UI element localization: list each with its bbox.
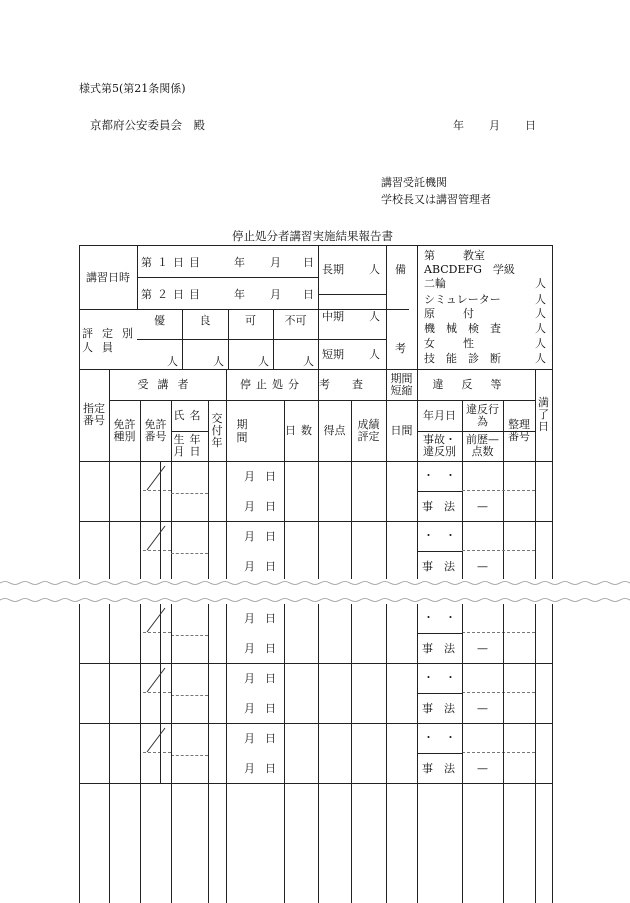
eval-label-2: 人員: [82, 341, 122, 354]
row-5-previous-dash: —: [477, 762, 488, 775]
completion-day-header: 満 了 日: [538, 396, 549, 433]
violation-act-header: 違反行 為: [466, 402, 499, 428]
date-year: 年: [453, 119, 464, 132]
row-5-day-1: 日: [265, 732, 276, 745]
period-header: 期間: [236, 417, 274, 444]
category-moped: 原付: [424, 307, 502, 320]
designation-no-header: 指定 番号: [83, 402, 105, 427]
category-3-unit: 人: [535, 307, 546, 320]
score-header: 得点: [323, 424, 346, 437]
row-5-month-2: 月: [244, 762, 255, 775]
mid-term-label: 中期: [322, 310, 344, 323]
grade-fail: 不可: [284, 313, 307, 327]
category-inspection: 機械検査: [424, 322, 512, 335]
grade-header: 成績 評定: [357, 417, 380, 443]
day2-month: 月: [270, 288, 281, 301]
institution-label: 講習受託機関: [381, 176, 447, 189]
row-4-jiho-1: 事: [422, 702, 433, 715]
grade-good-unit: 人: [213, 355, 224, 368]
row-1-month-1: 月: [244, 470, 255, 483]
remarks-label-bottom: 考: [395, 342, 406, 355]
row-1-day-1: 日: [265, 470, 276, 483]
grade-fair: 可: [245, 313, 256, 327]
issue-year-header: 交 付 年: [211, 411, 223, 449]
category-2-unit: 人: [535, 293, 546, 306]
row-1-license-slash: [143, 464, 167, 492]
row-4-license-slash: [143, 666, 167, 694]
row-2-day-2: 日: [265, 560, 276, 573]
category-simulator: シミュレーター: [424, 293, 501, 306]
row-1-month-2: 月: [244, 500, 255, 513]
accident-type-header: 事故・ 違反別: [423, 433, 456, 458]
day1-day: 日: [303, 256, 314, 269]
row-3-month-1: 月: [244, 612, 255, 625]
row-2-jiho-1: 事: [422, 560, 433, 573]
days-count-header: 日間: [390, 424, 413, 437]
day1-label: 第１日目: [141, 256, 205, 269]
birth-header: 生年 月日: [173, 433, 206, 458]
days-header: 日数: [285, 424, 317, 437]
row-3-day-1: 日: [265, 612, 276, 625]
day1-month: 月: [270, 256, 281, 269]
room-prefix: 第: [424, 249, 435, 262]
category-skills: 技能診断: [424, 352, 512, 365]
remarks-label-top: 備: [395, 263, 406, 276]
long-term-label: 長期: [322, 263, 344, 276]
row-4-jiho-2: 法: [444, 702, 455, 715]
category-row-1: 二輪: [424, 277, 446, 290]
row-1-jiho-1: 事: [422, 500, 433, 513]
row-5-license-slash: [143, 726, 167, 754]
license-no-header: 免許 番号: [144, 417, 167, 443]
day1-year: 年: [234, 256, 245, 269]
trainee-header: 受講者: [137, 378, 198, 391]
grade-excellent: 優: [154, 313, 165, 327]
date-day: 日: [525, 119, 536, 132]
row-4-previous-dash: —: [477, 702, 488, 715]
row-1-day-2: 日: [265, 500, 276, 513]
class-label: ABCDEFG 学級: [424, 263, 515, 276]
row-4-month-1: 月: [244, 672, 255, 685]
eval-label-1: 評定別: [82, 327, 142, 340]
day2-label: 第２日目: [141, 288, 205, 301]
grade-good: 良: [199, 313, 211, 327]
row-5-month-1: 月: [244, 732, 255, 745]
long-term-unit: 人: [369, 263, 380, 276]
row-4-date-dots: ・ ・: [423, 671, 456, 684]
room-suffix: 教室: [463, 249, 485, 262]
row-2-day-1: 日: [265, 530, 276, 543]
category-female: 女性: [424, 337, 502, 350]
row-3-date-dots: ・ ・: [423, 611, 456, 624]
category-5-unit: 人: [535, 337, 546, 350]
shortening-header: 期間 短縮: [390, 371, 413, 397]
row-2-jiho-2: 法: [444, 560, 455, 573]
row-4-day-1: 日: [265, 672, 276, 685]
mid-term-unit: 人: [369, 310, 380, 323]
form-number: 様式第5(第21条関係): [79, 82, 186, 95]
session-dates-label: 講習日時: [86, 270, 130, 284]
row-2-month-2: 月: [244, 560, 255, 573]
row-1-jiho-2: 法: [444, 500, 455, 513]
row-2-license-slash: [143, 524, 167, 552]
row-5-jiho-1: 事: [422, 762, 433, 775]
row-2-month-1: 月: [244, 530, 255, 543]
row-3-jiho-1: 事: [422, 642, 433, 655]
name-header: 氏名: [173, 409, 206, 422]
row-2-previous-dash: —: [477, 560, 488, 573]
manager-label: 学校長又は講習管理者: [381, 193, 491, 206]
grade-excellent-unit: 人: [167, 355, 178, 368]
category-4-unit: 人: [535, 322, 546, 335]
document-title: 停止処分者講習実施結果報告書: [232, 229, 393, 243]
day2-year: 年: [234, 288, 245, 301]
page-break-wave: [0, 579, 630, 604]
violation-header: 違反等: [432, 378, 520, 391]
addressee: 京都府公安委員会 殿: [90, 118, 205, 132]
row-4-day-2: 日: [265, 702, 276, 715]
short-term-unit: 人: [369, 348, 380, 361]
license-type-header: 免許 種別: [113, 417, 136, 443]
category-1-unit: 人: [535, 277, 546, 290]
row-3-license-slash: [143, 606, 167, 634]
row-5-date-dots: ・ ・: [423, 731, 456, 744]
previous-record-header: 前歴— 点数: [466, 433, 499, 458]
row-3-month-2: 月: [244, 642, 255, 655]
grade-fail-unit: 人: [303, 355, 314, 368]
record-no-header: 整理 番号: [508, 417, 530, 443]
exam-header: 考査: [319, 378, 385, 391]
row-5-day-2: 日: [265, 762, 276, 775]
row-1-date-dots: ・ ・: [423, 469, 456, 482]
violation-date-header: 年月日: [423, 409, 456, 422]
short-term-label: 短期: [322, 348, 344, 361]
row-3-day-2: 日: [265, 642, 276, 655]
row-3-previous-dash: —: [477, 642, 488, 655]
date-month: 月: [489, 119, 500, 132]
row-5-jiho-2: 法: [444, 762, 455, 775]
category-6-unit: 人: [535, 352, 546, 365]
row-1-previous-dash: —: [477, 500, 488, 513]
day2-day: 日: [303, 288, 314, 301]
row-2-date-dots: ・ ・: [423, 529, 456, 542]
suspension-header: 停止処分: [240, 378, 304, 391]
row-3-jiho-2: 法: [444, 642, 455, 655]
row-4-month-2: 月: [244, 702, 255, 715]
grade-fair-unit: 人: [258, 355, 269, 368]
